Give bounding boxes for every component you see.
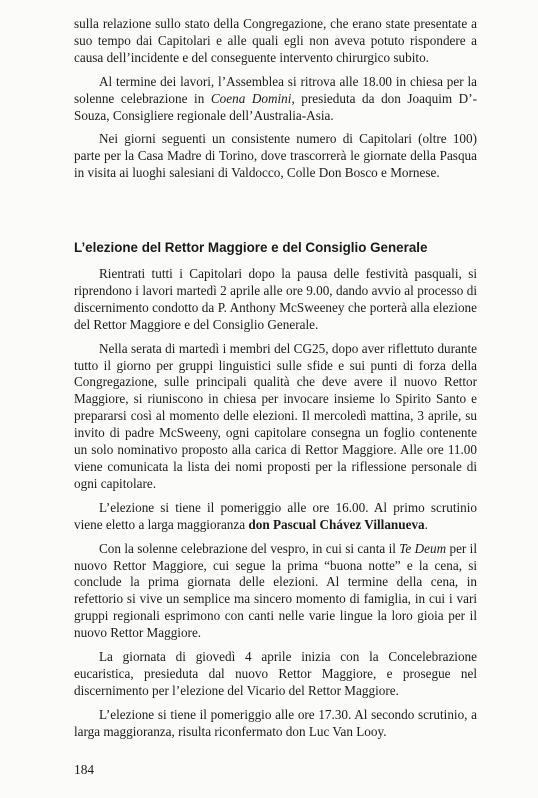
paragraph-assemblea — [74, 74, 477, 125]
paragraph-vespro-text-a: Con la solenne celebrazione del vespro, in cui si canta il — [99, 540, 400, 556]
paragraph-prima-elezione — [74, 500, 477, 534]
paragraph-vespro — [74, 541, 477, 642]
elected-name-bold: don Pascual Chávez Villanueva — [248, 516, 425, 532]
te-deum-italic: Te Deum — [399, 540, 447, 556]
paragraph-torino: Nei giorni seguenti un consistente numero di Capitolari (oltre 100) parte per la Casa Madre di Torino, dove trascorrerà le giornate della Pasqua in visita ai luoghi salesiani di Valdocco, Colle Don Bosco e Mornese. — [74, 131, 477, 181]
section-elezione — [74, 266, 477, 748]
paragraph-giovedi: La giornata di giovedì 4 aprile inizia con la Concelebrazione eucaristica, presieduta dal nuovo Rettor Maggiore, e prosegue nel discernimento per l’elezione del Vicario del Rettor Maggiore. — [74, 649, 477, 698]
paragraph-assemblea-text-a: Al termine dei lavori, l’Assemblea si ritrova alle 18.00 in chiesa per la solenne celebrazione in — [74, 73, 477, 106]
paragraph-vicario: L’elezione si tiene il pomeriggio alle ore 17.30. Al secondo scrutinio, a larga maggioranza, risulta riconfermato don Luc Van Looy. — [74, 706, 477, 739]
paragraph-relazione: sulla relazione sullo stato della Congregazione, che erano state presentate a suo tempo dai Capitolari e alle quali egli non aveva potuto rispondere a causa dell’incidente e del conseguente intervento chirurgico subito. — [74, 16, 477, 65]
page-number: 184 — [74, 762, 95, 777]
paragraph-vespro-text-b: per il nuovo Rettor Maggiore, cui segue la prima “buona notte” e la cena, si conclude la prima giornata delle elezioni. Al termine della cena, in refettorio si vive un semplice ma sincero momento di famiglia, in cui i vari gruppi regionali esprimono con canti nelle varie lingue la loro gioia per il nuovo Rettor Maggiore. — [74, 540, 477, 641]
coena-domini-italic: Coena Domini — [210, 90, 292, 106]
paragraph-rientrati: Rientrati tutti i Capitolari dopo la pausa delle festività pasquali, si riprendono i lavori martedì 2 aprile alle ore 9.00, dando avvio al processo di discernimento condotto da P. Anthony McSweeney che porterà alla elezione del Rettor Maggiore e del Consiglio Generale. — [74, 266, 477, 332]
paragraph-assemblea-text-b: , presieduta da don Joaquim D’-Souza, Consigliere regionale dell’Australia-Asia. — [74, 90, 477, 123]
section-heading: L’elezione del Rettor Maggiore e del Consiglio Generale — [74, 240, 428, 255]
section-intro — [74, 16, 477, 189]
paragraph-serata: Nella serata di martedì i membri del CG25, dopo aver riflettuto durante tutto il giorno per gruppi linguistici sulle sfide e sui punti di forza della Congregazione, sulle principali qualità che deve avere il nuovo Rettor Maggiore, si riuniscono in chiesa per invocare insieme lo Spirito Santo e prepararsi così al momento delle elezioni. Il mercoledì mattina, 3 aprile, su invito di padre McSweeny, ogni capitolare consegna un foglio contenente un solo nominativo proposto alla carica di Rettor Maggiore. Alle ore 11.00 viene comunicata la lista dei nomi proposti per la riflessione personale di ogni capitolare. — [74, 340, 477, 491]
paragraph-prima-elezione-text-b: . — [424, 516, 428, 532]
paragraph-prima-elezione-text-a: L’elezione si tiene il pomeriggio alle ore 16.00. Al primo scrutinio viene eletto a larga maggioranza — [74, 499, 477, 532]
